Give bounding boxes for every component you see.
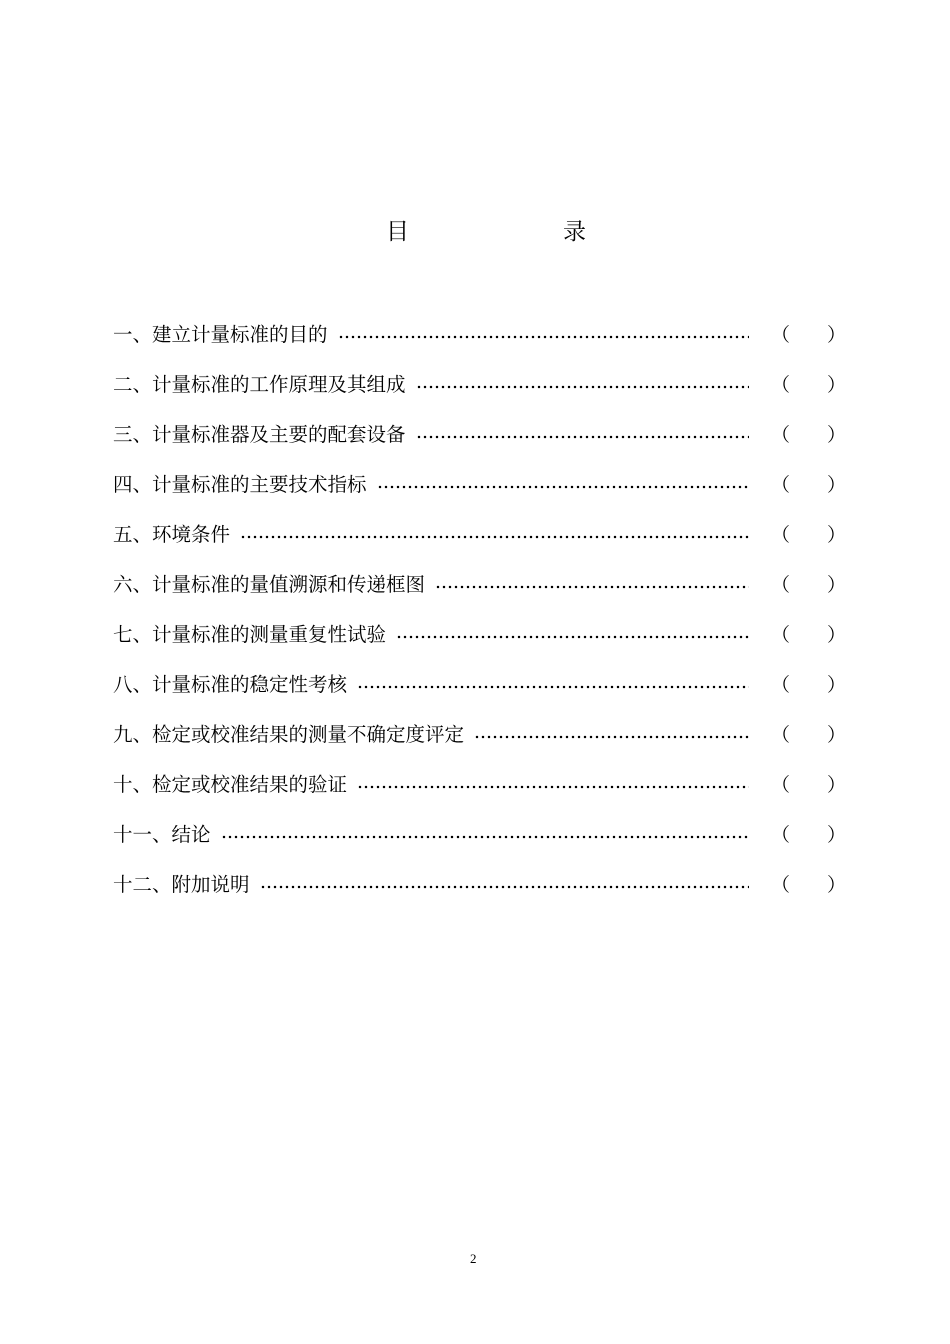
page-ref-close: ） <box>827 674 847 696</box>
dot-leader <box>357 785 749 789</box>
title-char-mu: 目 <box>386 219 409 245</box>
dot-leader <box>338 335 749 339</box>
dot-leader <box>416 435 749 439</box>
toc-entry-3[interactable] <box>113 414 847 464</box>
toc-entry-9[interactable] <box>113 714 847 764</box>
page-ref-open: （ <box>771 674 791 696</box>
page-ref-open: （ <box>771 374 791 396</box>
toc-label: 七、计量标准的测量重复性试验 <box>113 623 387 646</box>
toc-entry-4[interactable] <box>113 464 847 514</box>
dot-leader <box>260 885 749 889</box>
page-ref-close: ） <box>827 724 847 746</box>
toc-entry-10[interactable] <box>113 764 847 814</box>
page-ref-open: （ <box>771 424 791 446</box>
dot-leader <box>357 685 749 689</box>
toc-label: 十二、附加说明 <box>113 873 250 896</box>
toc-entry-2[interactable] <box>113 364 847 414</box>
toc-label: 十、检定或校准结果的验证 <box>113 773 348 796</box>
toc-label: 五、环境条件 <box>113 523 231 546</box>
page-ref-close: ） <box>827 474 847 496</box>
dot-leader <box>416 385 749 389</box>
dot-leader <box>435 585 749 589</box>
page-ref-open: （ <box>771 824 791 846</box>
dot-leader <box>377 485 749 489</box>
page-ref-close: ） <box>827 624 847 646</box>
page-ref-open: （ <box>771 324 791 346</box>
toc-label: 四、计量标准的主要技术指标 <box>113 473 367 496</box>
page-ref-open: （ <box>771 474 791 496</box>
toc-entry-11[interactable] <box>113 814 847 864</box>
page-ref-close: ） <box>827 324 847 346</box>
table-of-contents <box>113 314 847 914</box>
toc-entry-12[interactable] <box>113 864 847 914</box>
toc-label: 九、检定或校准结果的测量不确定度评定 <box>113 723 465 746</box>
toc-label: 六、计量标准的量值溯源和传递框图 <box>113 573 426 596</box>
page-ref-open: （ <box>771 874 791 896</box>
page-title <box>0 214 950 250</box>
toc-label: 十一、结论 <box>113 823 211 846</box>
page-ref-open: （ <box>771 774 791 796</box>
toc-label: 二、计量标准的工作原理及其组成 <box>113 373 406 396</box>
dot-leader <box>396 635 749 639</box>
toc-label: 一、建立计量标准的目的 <box>113 323 328 346</box>
page-ref-close: ） <box>827 424 847 446</box>
page-ref-open: （ <box>771 574 791 596</box>
page-ref-close: ） <box>827 574 847 596</box>
page-ref-close: ） <box>827 774 847 796</box>
page-ref-close: ） <box>827 374 847 396</box>
toc-entry-7[interactable] <box>113 614 847 664</box>
page-number: 2 <box>470 1251 477 1266</box>
toc-entry-8[interactable] <box>113 664 847 714</box>
page-ref-close: ） <box>827 874 847 896</box>
toc-entry-5[interactable] <box>113 514 847 564</box>
dot-leader <box>221 835 749 839</box>
toc-entry-1[interactable] <box>113 314 847 364</box>
title-char-lu: 录 <box>563 219 586 245</box>
page-ref-open: （ <box>771 724 791 746</box>
page-ref-close: ） <box>827 524 847 546</box>
toc-entry-6[interactable] <box>113 564 847 614</box>
dot-leader <box>240 535 749 539</box>
dot-leader <box>474 735 749 739</box>
page-ref-close: ） <box>827 824 847 846</box>
page-ref-open: （ <box>771 524 791 546</box>
toc-label: 三、计量标准器及主要的配套设备 <box>113 423 406 446</box>
page-ref-open: （ <box>771 624 791 646</box>
toc-label: 八、计量标准的稳定性考核 <box>113 673 348 696</box>
